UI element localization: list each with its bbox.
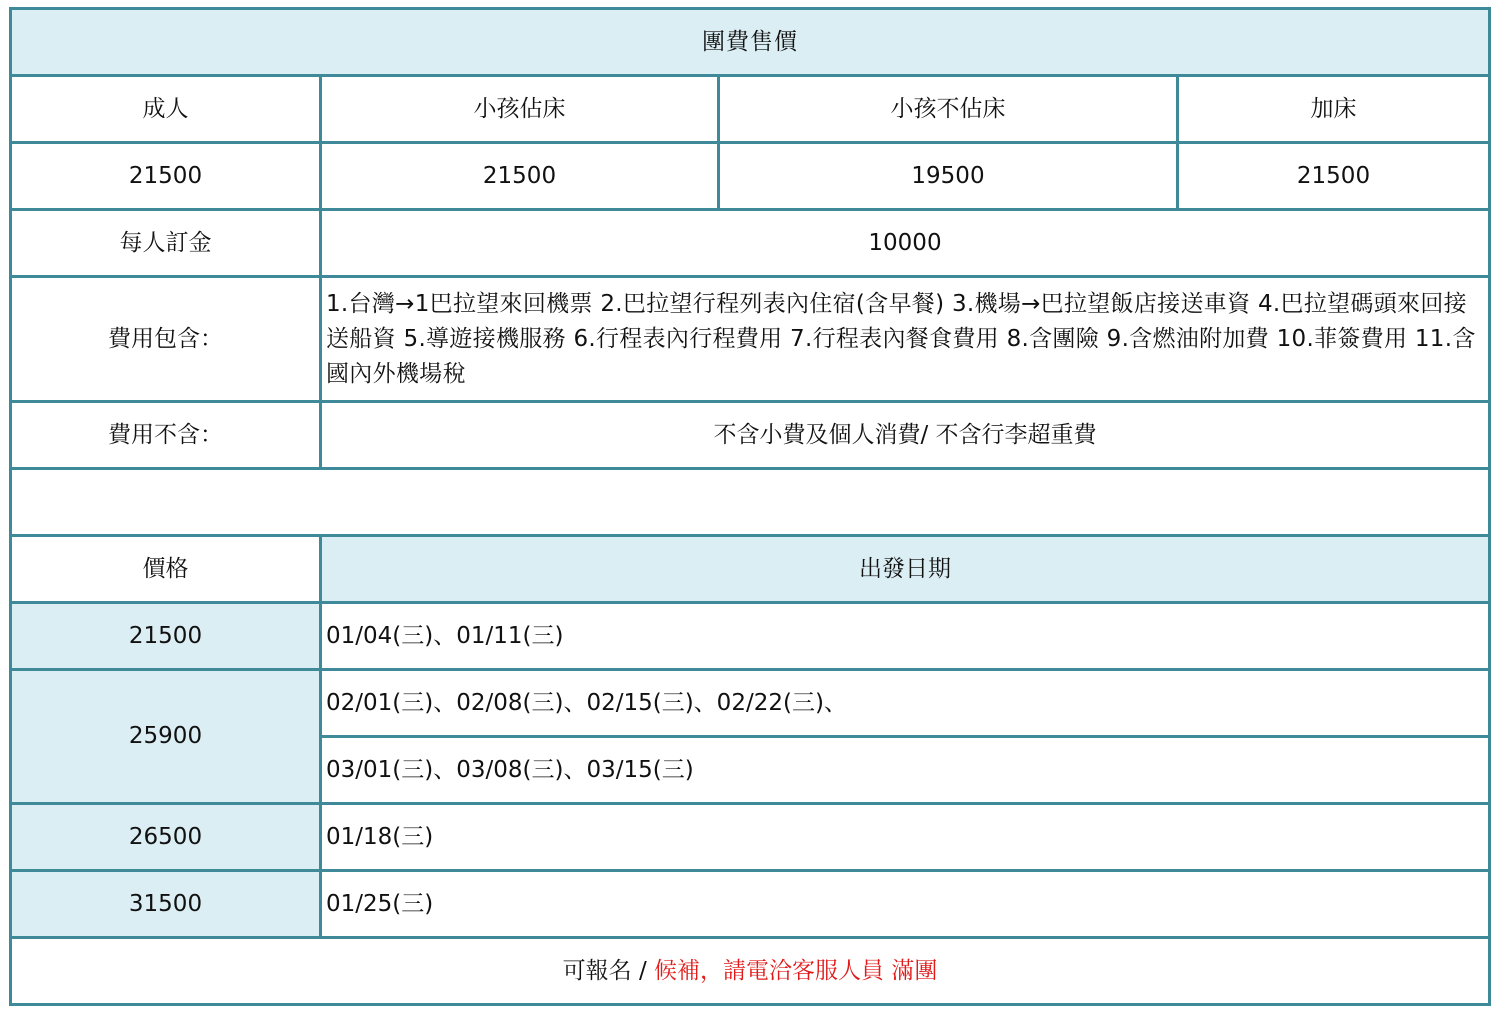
status-legend [11,938,1490,1005]
tour-price-table [9,7,1491,1006]
header-adult: 成人 [11,76,321,143]
schedule-dates: 01/18(三) [321,804,1490,871]
deposit-label: 每人訂金 [11,210,321,277]
status-waitlist-full: 候補，請電洽客服人員 滿團 [654,957,938,984]
spacer-cell [11,469,1490,536]
price-adult: 21500 [11,143,321,210]
spacer-row [11,469,1490,536]
excludes-text: 不含小費及個人消費/ 不含行李超重費 [321,402,1490,469]
excludes-row [11,402,1490,469]
schedule-dates: 03/01(三)、03/08(三)、03/15(三) [321,737,1490,804]
schedule-row [11,603,1490,670]
header-child-with-bed: 小孩佔床 [321,76,719,143]
deposit-value: 10000 [321,210,1490,277]
fare-header-row [11,76,1490,143]
price-child-no-bed: 19500 [719,143,1178,210]
table-title: 團費售價 [11,9,1490,76]
schedule-price: 26500 [11,804,321,871]
status-available: 可報名 / [562,957,647,984]
schedule-header-dates: 出發日期 [321,536,1490,603]
schedule-dates: 01/04(三)、01/11(三) [321,603,1490,670]
schedule-header-price: 價格 [11,536,321,603]
schedule-row [11,871,1490,938]
schedule-row [11,804,1490,871]
schedule-price: 21500 [11,603,321,670]
schedule-price: 25900 [11,670,321,804]
fare-price-row [11,143,1490,210]
schedule-row [11,670,1490,737]
schedule-header-row [11,536,1490,603]
price-extra-bed: 21500 [1178,143,1490,210]
title-row [11,9,1490,76]
includes-row [11,277,1490,402]
price-child-with-bed: 21500 [321,143,719,210]
header-extra-bed: 加床 [1178,76,1490,143]
footer-row [11,938,1490,1005]
includes-text: 1.台灣→1巴拉望來回機票 2.巴拉望行程列表內住宿(含早餐) 3.機場→巴拉望飯店接送車資 4.巴拉望碼頭來回接送船資 5.導遊接機服務 6.行程表內行程費用 7.行程表內餐食費用 8.含團險 9.含燃油附加費 10.菲簽費用 11.含國內外機場稅 [321,277,1490,402]
schedule-dates: 01/25(三) [321,871,1490,938]
deposit-row [11,210,1490,277]
header-child-no-bed: 小孩不佔床 [719,76,1178,143]
schedule-price: 31500 [11,871,321,938]
excludes-label: 費用不含： [11,402,321,469]
includes-label: 費用包含： [11,277,321,402]
schedule-dates: 02/01(三)、02/08(三)、02/15(三)、02/22(三)、 [321,670,1490,737]
